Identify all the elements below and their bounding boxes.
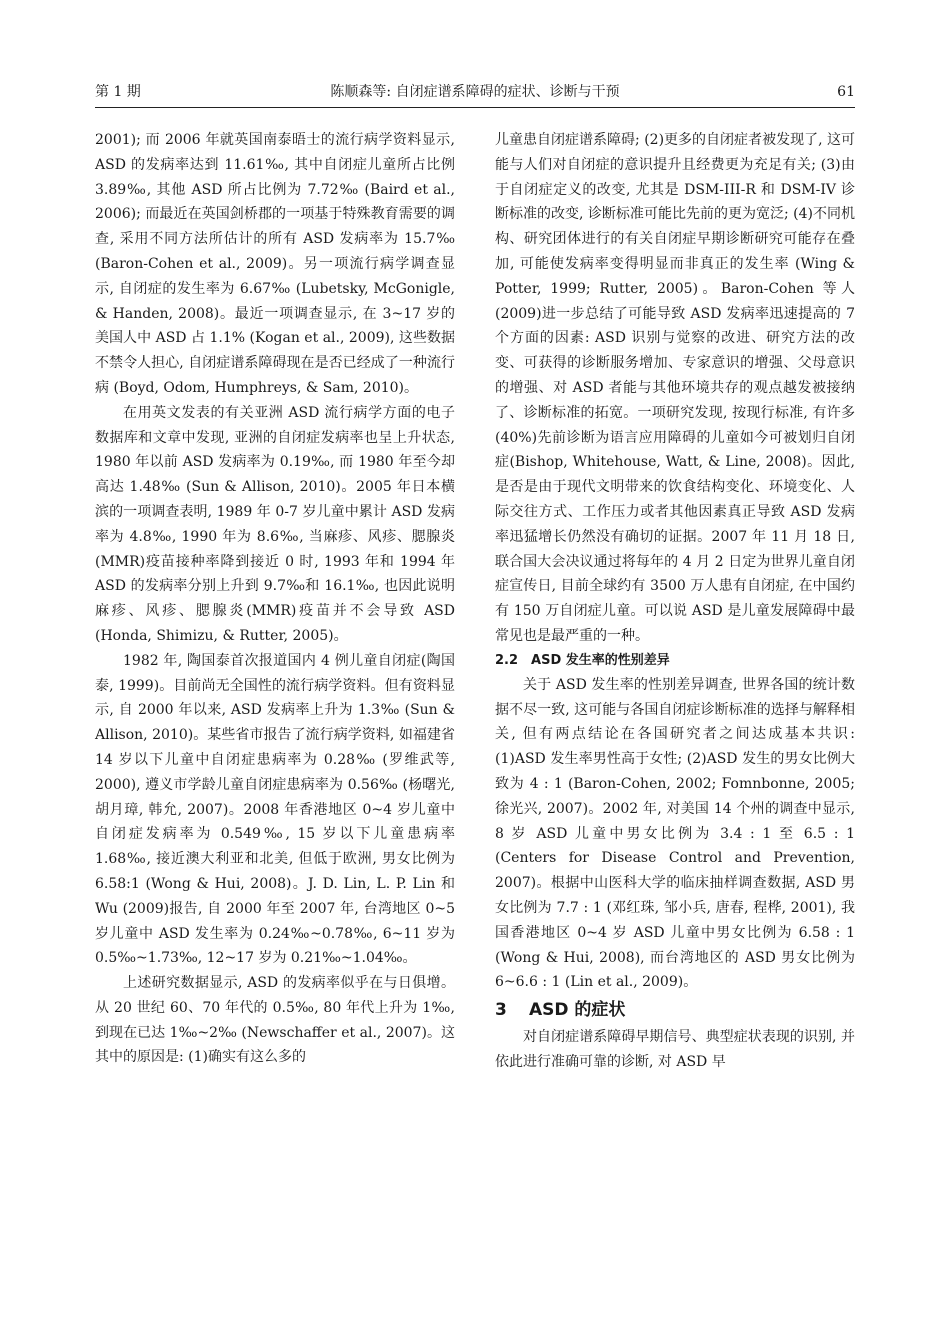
page-number: 61 — [837, 84, 855, 100]
paragraph: 对自闭症谱系障碍早期信号、典型症状表现的识别, 并依此进行准确可靠的诊断, 对 ASD 早 — [495, 1029, 855, 1070]
left-column — [95, 128, 455, 1070]
right-column — [495, 128, 855, 1075]
paragraph: 1982 年, 陶国泰首次报道国内 4 例儿童自闭症(陶国泰, 1999)。目前尚无全国性的流行病学资料。但有资料显示, 自 2000 年以来, ASD 发病率上升为 1.3‰ (Sun & Allison, 2010)。某些省市报告了流行病学资料, 如福建省 14 岁以下儿童中自闭症患病率为 0.28‰ (罗维武等, 2000), 遵义市学龄儿童自闭症患病率为 0.56‰ (杨曙光, 胡月璋, 韩允, 2007)。2008 年香港地区 0~4 岁儿童中自闭症发病率为 0.549‰, 15 岁以下儿童患病率 1.68‰, 接近澳大利亚和北美, 但低于欧洲, 男女比例为 6.58:1 (Wong & Hui, 2008)。J. D. Lin, L. P. Lin 和 Wu (2009)报告, 自 2000 年至 2007 年, 台湾地区 0~5 岁儿童中 ASD 发生率为 0.24‰~0.78‰, 6~11 岁为 0.5‰~1.73‰, 12~17 岁为 0.21‰~1.04‰。 — [95, 652, 455, 967]
section-title: ASD 的症状 — [529, 1000, 626, 1021]
running-header — [95, 80, 855, 104]
section-number: 3 — [495, 1000, 507, 1021]
issue-label: 第 1 期 — [95, 84, 141, 100]
paragraph: 在用英文发表的有关亚洲 ASD 流行病学方面的电子数据库和文章中发现, 亚洲的自闭症发病率也呈上升状态, 1980 年以前 ASD 发病率为 0.19‰, 而 1980 年至今却高达 1.48‰ (Sun & Allison, 2010)。2005 年日本横滨的一项调查表明, 1989 年 0-7 岁儿童中累计 ASD 发病率为 4.8‰, 1990 年为 8.6‰, 当麻疹、风疹、腮腺炎(MMR)疫苗接种率降到接近 0 时, 1993 年和 1994 年 ASD 的发病率分别上升到 9.7‰和 16.1‰, 也因此说明麻疹、风疹、腮腺炎(MMR)疫苗并不会导致 ASD (Honda, Shimizu, & Rutter, 2005)。 — [95, 404, 455, 644]
section-heading — [495, 995, 855, 1025]
subsection-heading: 2.2 ASD 发生率的性别差异 — [495, 652, 670, 668]
header-rule — [95, 107, 855, 108]
running-title: 陈顺森等: 自闭症谱系障碍的症状、诊断与干预 — [330, 84, 620, 100]
paragraph: 上述研究数据显示, ASD 的发病率似乎在与日俱增。从 20 世纪 60、70 年代的 0.5‰, 80 年代上升为 1‰, 到现在已达 1‰~2‰ (Newschaffer et al., 2007)。这其中的原因是: (1)确实有这么多的 — [95, 975, 455, 1066]
paragraph: 儿童患自闭症谱系障碍; (2)更多的自闭症者被发现了, 这可能与人们对自闭症的意识提升且经费更为充足有关; (3)由于自闭症定义的改变, 尤其是 DSM-III-R 和 DSM-IV 诊断标准的改变, 诊断标准可能比先前的更为宽泛; (4)不同机构、研究团体进行的有关自闭症早期诊断研究可能存在叠加, 可能使发病率变得明显而非真正的发生率 (Wing & Potter, 1999; Rutter, 2005)。Baron-Cohen 等人(2009)进一步总结了可能导致 ASD 发病率迅速提高的 7 个方面的因素: ASD 识别与觉察的改进、研究方法的改变、可获得的诊断服务增加、专家意识的增强、父母意识的增强、对 ASD 者能与其他环境共存的观点越发被接纳了、诊断标准的拓宽。一项研究发现, 按现行标准, 有许多(40%)先前诊断为语言应用障碍的儿童如今可被划归自闭症(Bishop, Whitehouse, Watt, & Line, 2008)。因此, 是否是由于现代文明带来的饮食结构变化、环境变化、人际交往方式、工作压力或者其他因素真正导致 ASD 发病率迅猛增长仍然没有确切的证据。2007 年 11 月 18 日, 联合国大会决议通过将每年的 4 月 2 日定为世界儿童自闭症宣传日, 目前全球约有 3500 万人患有自闭症, 在中国约有 150 万自闭症儿童。可以说 ASD 是儿童发展障碍中最常见也是最严重的一种。 — [495, 132, 855, 644]
paragraph: 关于 ASD 发生率的性别差异调查, 世界各国的统计数据不尽一致, 这可能与各国自闭症诊断标准的选择与解释相关, 但有两点结论在各国研究者之间达成基本共识: (1)ASD 发生率男性高于女性; (2)ASD 发生的男女比例大致为 4 : 1 (Baron-Cohen, 2002; Fomnbonne, 2005; 徐光兴, 2007)。2002 年, 对美国 14 个州的调查中显示, 8 岁 ASD 儿童中男女比例为 3.4 : 1 至 6.5 : 1 (Centers for Disease Control and Prevention, 2007)。根据中山医科大学的临床抽样调查数据, ASD 男女比例为 7.7 : 1 (邓红珠, 邹小兵, 唐春, 程桦, 2001), 我国香港地区 0~4 岁 ASD 儿童中男女比例为 6.58 : 1 (Wong & Hui, 2008), 而台湾地区的 ASD 男女比例为 6~6.6 : 1 (Lin et al., 2009)。 — [495, 676, 855, 991]
paragraph: 2001); 而 2006 年就英国南泰晤士的流行病学资料显示, ASD 的发病率达到 11.61‰, 其中自闭症儿童所占比例 3.89‰, 其他 ASD 所占比例为 7.72‰ (Baird et al., 2006); 而最近在英国剑桥郡的一项基于特殊教育需要的调查, 采用不同方法所估计的所有 ASD 发病率为 15.7‰ (Baron-Cohen et al., 2009)。另一项流行病学调查显示, 自闭症的发生率为 6.67‰ (Lubetsky, McGonigle, & Handen, 2008)。最近一项调查显示, 在 3~17 岁的美国人中 ASD 占 1.1% (Kogan et al., 2009), 这些数据不禁令人担心, 自闭症谱系障碍现在是否已经成了一种流行病 (Boyd, Odom, Humphreys, & Sam, 2010)。 — [95, 132, 455, 396]
